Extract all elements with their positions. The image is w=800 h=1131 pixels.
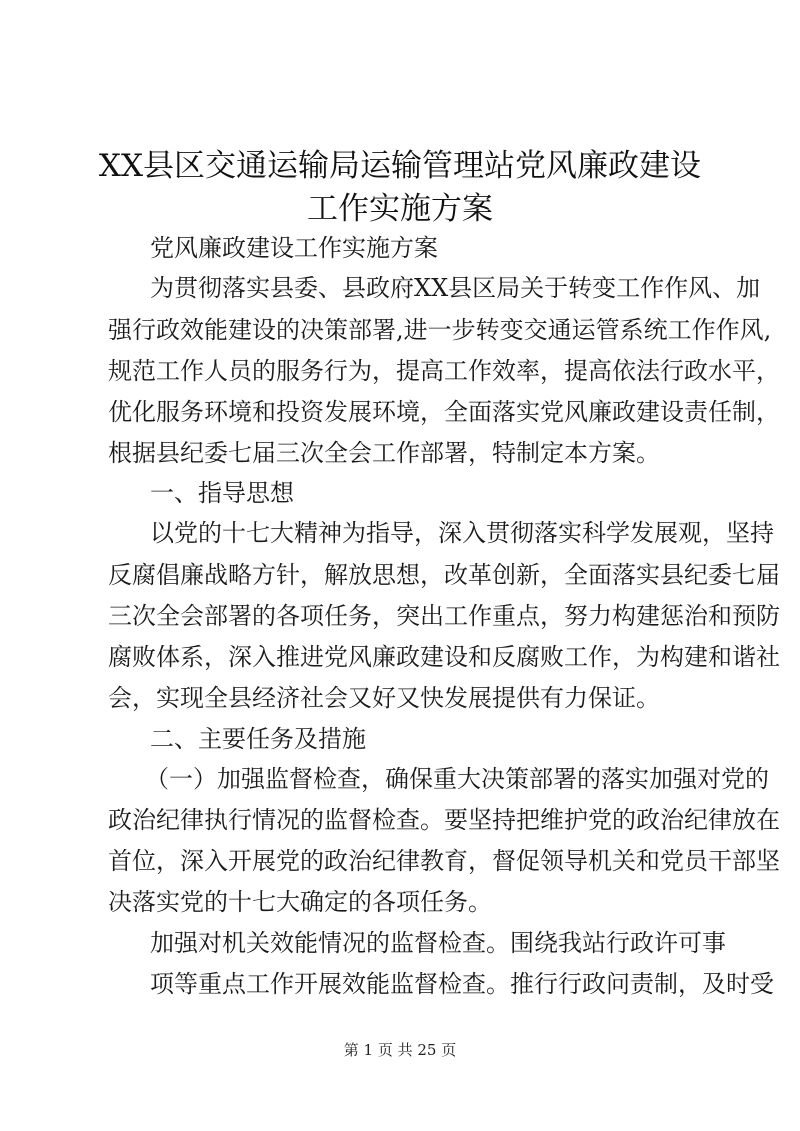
intro-line: 为贯彻落实县委、县政府XX县区局关于转变工作作风、加 bbox=[150, 274, 761, 302]
section-1-heading: 一、指导思想 bbox=[150, 479, 294, 507]
section-1-line: 以党的十七大精神为指导，深入贯彻落实科学发展观，坚持 bbox=[150, 519, 774, 547]
section-2-line: 政治纪律执行情况的监督检查。要坚持把维护党的政治纪律放在 bbox=[108, 806, 780, 834]
intro-line: 强行政效能建设的决策部署,进一步转变交通运管系统工作作风, bbox=[108, 316, 772, 344]
document-title-line-2: 工作实施方案 bbox=[307, 191, 493, 227]
section-2-line: （一）加强监督检查，确保重大决策部署的落实加强对党的 bbox=[145, 765, 769, 793]
document-title-line-1: XX县区交通运输局运输管理站党风廉政建设 bbox=[98, 148, 702, 184]
section-2-paragraph-2-line: 项等重点工作开展效能监督检查。推行行政问责制，及时受 bbox=[150, 970, 774, 998]
section-1-line: 三次全会部署的各项任务，突出工作重点，努力构建惩治和预防 bbox=[108, 602, 780, 630]
intro-line: 优化服务环境和投资发展环境，全面落实党风廉政建设责任制， bbox=[108, 398, 780, 426]
section-2-line: 首位，深入开展党的政治纪律教育，督促领导机关和党员干部坚 bbox=[108, 847, 780, 875]
intro-line: 规范工作人员的服务行为，提高工作效率，提高依法行政水平， bbox=[108, 357, 780, 385]
section-2-heading: 二、主要任务及措施 bbox=[150, 725, 366, 753]
section-2-line: 决落实党的十七大确定的各项任务。 bbox=[108, 888, 492, 916]
section-2-paragraph-2-line: 加强对机关效能情况的监督检查。围绕我站行政许可事 bbox=[150, 929, 726, 957]
section-1-line: 反腐倡廉战略方针，解放思想，改革创新，全面落实县纪委七届 bbox=[108, 561, 780, 589]
document-subtitle: 党风廉政建设工作实施方案 bbox=[150, 234, 438, 262]
intro-line: 根据县纪委七届三次全会工作部署，特制定本方案。 bbox=[108, 439, 660, 467]
section-1-line: 会，实现全县经济社会又好又快发展提供有力保证。 bbox=[108, 684, 660, 712]
section-1-line: 腐败体系，深入推进党风廉政建设和反腐败工作，为构建和谐社 bbox=[108, 643, 780, 671]
page-number-footer: 第 1 页 共 25 页 bbox=[343, 1041, 457, 1059]
